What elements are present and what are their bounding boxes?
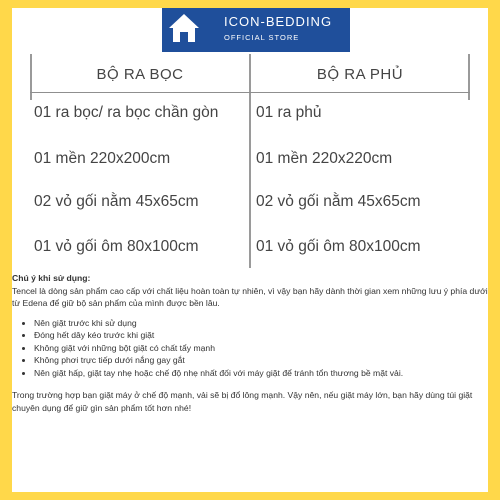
list-item: • Đóng hết dây kéo trước khi giặt [34, 329, 490, 342]
table-header-line [30, 92, 470, 93]
notes-title: Chú ý khi sử dụng: [12, 273, 91, 283]
table-cell: 01 vỏ gối ôm 80x100cm [256, 238, 421, 255]
content-frame [12, 8, 488, 492]
table-cell: 01 mền 220x220cm [256, 150, 393, 167]
list-item: • Không phơi trực tiếp dưới nắng gay gắt [34, 354, 490, 367]
table-divider [249, 54, 251, 268]
table-cell: 01 ra phủ [256, 104, 322, 121]
notes-list [12, 317, 490, 380]
list-item: • Nên giặt trước khi sử dụng [34, 317, 490, 330]
table-cell: 01 mền 220x200cm [34, 150, 171, 167]
notes-intro: Tencel là dòng sản phẩm cao cấp với chất liệu hoàn toàn tự nhiên, vì vậy bạn hãy dành thời gian xem những lưu ý phía dưới từ Edena để giữ bộ sản phẩm của mình được bền lâu. [12, 285, 488, 308]
product-table [30, 44, 470, 268]
table-cell: 02 vỏ gối nằm 45x65cm [256, 193, 421, 210]
table-cell: 01 ra bọc/ ra bọc chần gòn [34, 104, 219, 121]
notes-closing: Trong trường hợp bạn giặt máy ở chế độ mạnh, vải sẽ bị đổ lông mạnh. Vậy nên, nếu giặt máy lớn, bạn hãy dùng túi giặt chuyên dụng để giữ gìn sản phẩm tốt hơn nhé! [12, 390, 473, 413]
usage-notes [12, 272, 490, 414]
column-header-bo-ra-boc: BỘ RA BỌC [96, 66, 184, 83]
brand-subtitle: OFFICIAL STORE [224, 33, 300, 42]
table-cell: 02 vỏ gối nằm 45x65cm [34, 193, 199, 210]
house-icon [166, 10, 202, 46]
brand-name: ICON-BEDDING [224, 14, 333, 29]
list-item: • Không giặt với những bột giặt có chất tẩy mạnh [34, 342, 490, 355]
table-cell: 01 vỏ gối ôm 80x100cm [34, 238, 199, 255]
column-header-bo-ra-phu: BỘ RA PHỦ [316, 66, 404, 83]
list-item: • Nên giặt hấp, giặt tay nhẹ hoặc chế độ nhẹ nhất đối với máy giặt để tránh tổn thương bề mặt vải. [34, 367, 490, 380]
